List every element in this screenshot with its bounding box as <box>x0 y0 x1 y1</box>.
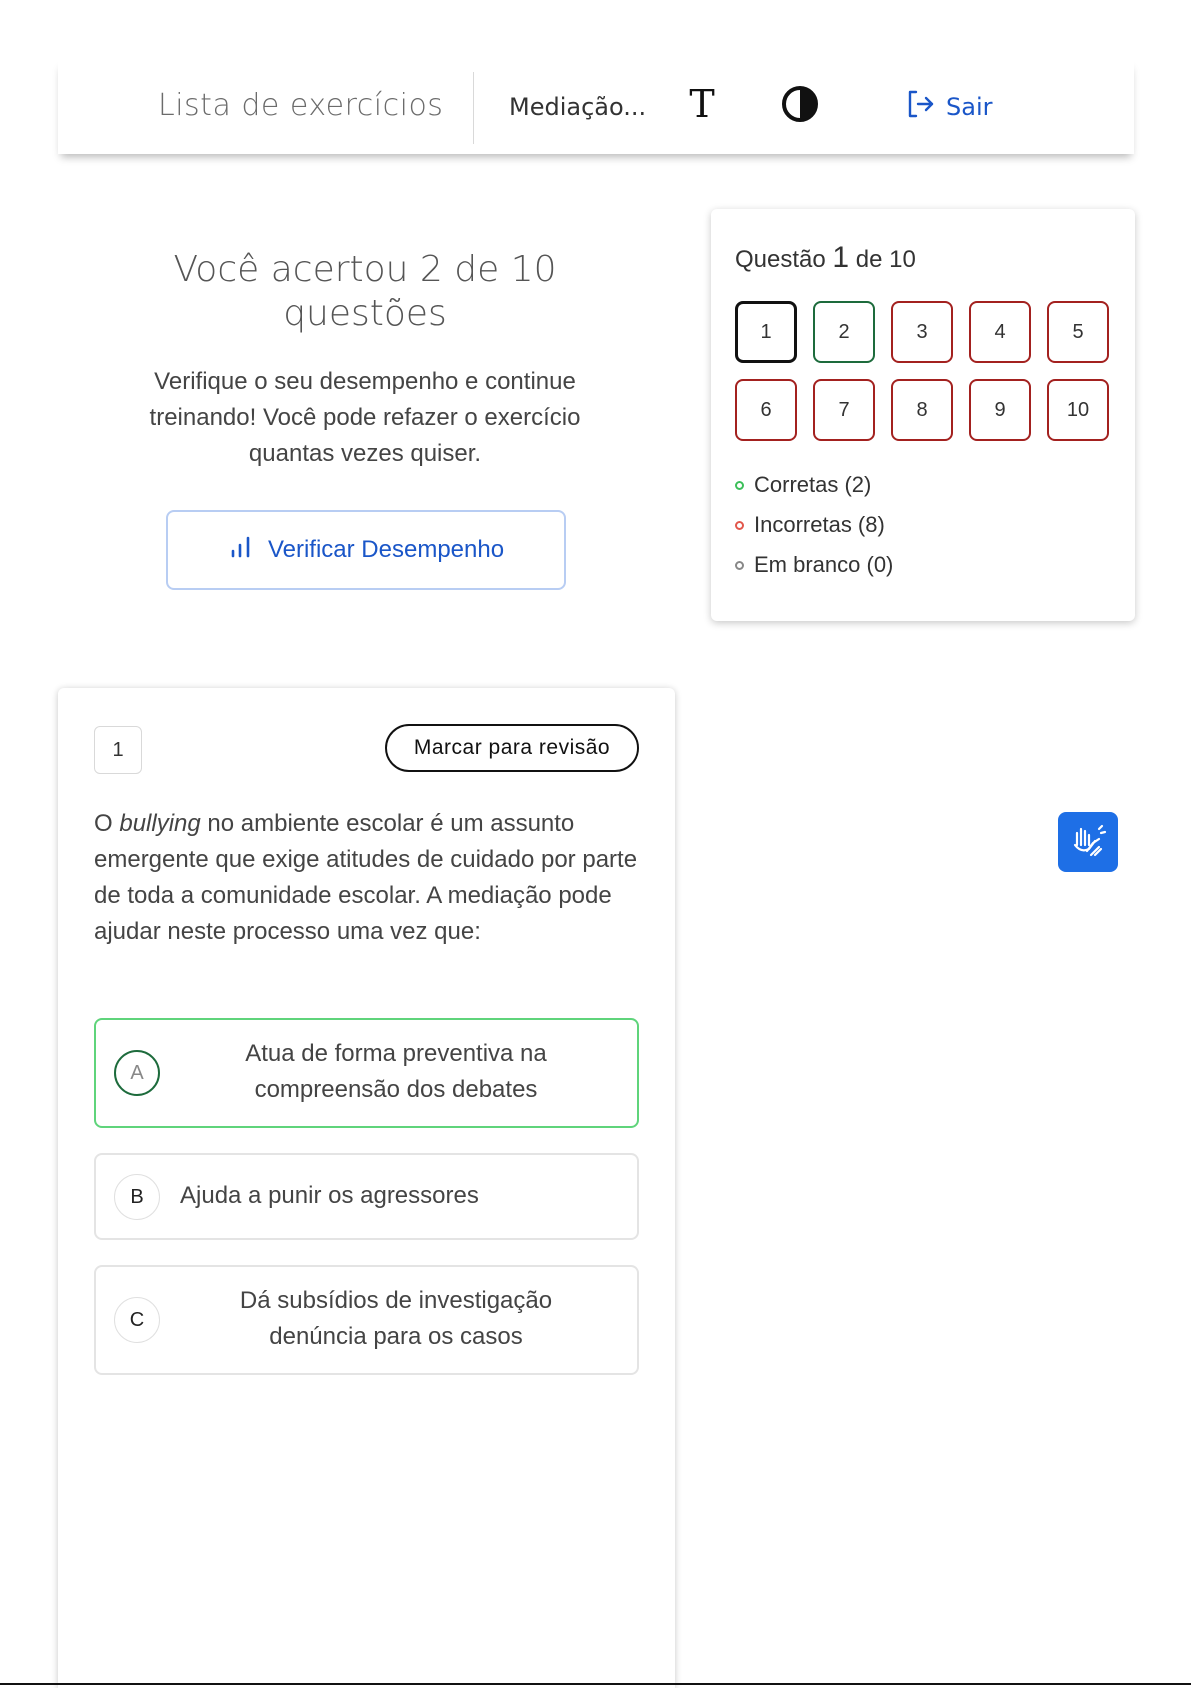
result-description: Verifique o seu desempenho e continue treinando! Você pode refazer o exercício quantas vezes quiser. <box>149 368 581 467</box>
statement-prefix: O <box>94 810 120 837</box>
sign-language-button[interactable] <box>1058 812 1118 872</box>
option-c-line2: denúncia para os casos <box>269 1323 523 1350</box>
question-button-6[interactable]: 6 <box>735 379 797 441</box>
option-b[interactable] <box>94 1153 639 1240</box>
page-title: Lista de exercícios <box>158 88 444 123</box>
navigator-suffix: de 10 <box>855 246 916 273</box>
course-name[interactable]: Mediação... <box>509 93 647 121</box>
option-c-letter: C <box>114 1297 160 1343</box>
option-b-text: Ajuda a punir os agressores <box>180 1182 479 1209</box>
question-button-7[interactable]: 7 <box>813 379 875 441</box>
legend-blank <box>735 545 893 585</box>
logout-label: Sair <box>946 93 993 121</box>
navigator-prefix: Questão <box>735 246 826 273</box>
legend-correct <box>735 465 893 505</box>
sign-language-icon <box>1069 821 1107 864</box>
bar-chart-icon <box>228 534 254 567</box>
question-statement <box>94 806 654 950</box>
result-title: Você acertou 2 de 10 questões <box>173 249 557 334</box>
font-size-icon[interactable]: T <box>689 82 715 126</box>
navigator-heading <box>735 241 916 275</box>
legend-incorrect-label: Incorretas (8) <box>754 512 885 537</box>
question-button-2[interactable]: 2 <box>813 301 875 363</box>
option-c-text <box>176 1283 616 1355</box>
legend-blank-label: Em branco (0) <box>754 552 894 577</box>
navigator-legend <box>735 465 893 585</box>
mark-for-review-button[interactable]: Marcar para revisão <box>385 724 639 772</box>
option-a[interactable] <box>94 1018 639 1128</box>
option-c-line1: Dá subsídios de investigação <box>239 1287 553 1314</box>
question-grid <box>735 301 1109 441</box>
question-button-9[interactable]: 9 <box>969 379 1031 441</box>
question-button-3[interactable]: 3 <box>891 301 953 363</box>
check-performance-label: Verificar Desempenho <box>267 536 505 563</box>
statement-italic: bullying <box>119 810 201 837</box>
option-a-line1: Atua de forma preventiva na <box>245 1040 547 1067</box>
statement-rest: no ambiente escolar é um assunto emergente que exige atitudes de cuidado por parte de toda a comunidade escolar. A mediação pode ajudar neste processo uma vez que: <box>94 810 638 945</box>
question-button-4[interactable]: 4 <box>969 301 1031 363</box>
question-button-5[interactable]: 5 <box>1047 301 1109 363</box>
option-a-letter: A <box>114 1050 160 1096</box>
header-divider <box>473 72 474 144</box>
option-a-text <box>176 1036 616 1108</box>
correct-dot-icon <box>735 481 744 490</box>
navigator-current: 1 <box>832 241 850 274</box>
question-number: 1 <box>94 726 142 774</box>
top-header <box>58 60 1134 154</box>
question-navigator <box>711 209 1135 621</box>
option-b-letter: B <box>114 1174 160 1220</box>
question-button-1[interactable]: 1 <box>735 301 797 363</box>
contrast-icon[interactable] <box>780 84 820 124</box>
blank-dot-icon <box>735 561 744 570</box>
legend-incorrect <box>735 505 893 545</box>
legend-correct-label: Corretas (2) <box>754 472 872 497</box>
check-performance-button[interactable] <box>166 510 566 590</box>
logout-button[interactable] <box>904 88 992 126</box>
question-card <box>58 688 675 1688</box>
incorrect-dot-icon <box>735 521 744 530</box>
option-a-line2: compreensão dos debates <box>254 1076 538 1103</box>
question-button-10[interactable]: 10 <box>1047 379 1109 441</box>
option-c[interactable] <box>94 1265 639 1375</box>
question-button-8[interactable]: 8 <box>891 379 953 441</box>
logout-icon <box>904 88 936 126</box>
